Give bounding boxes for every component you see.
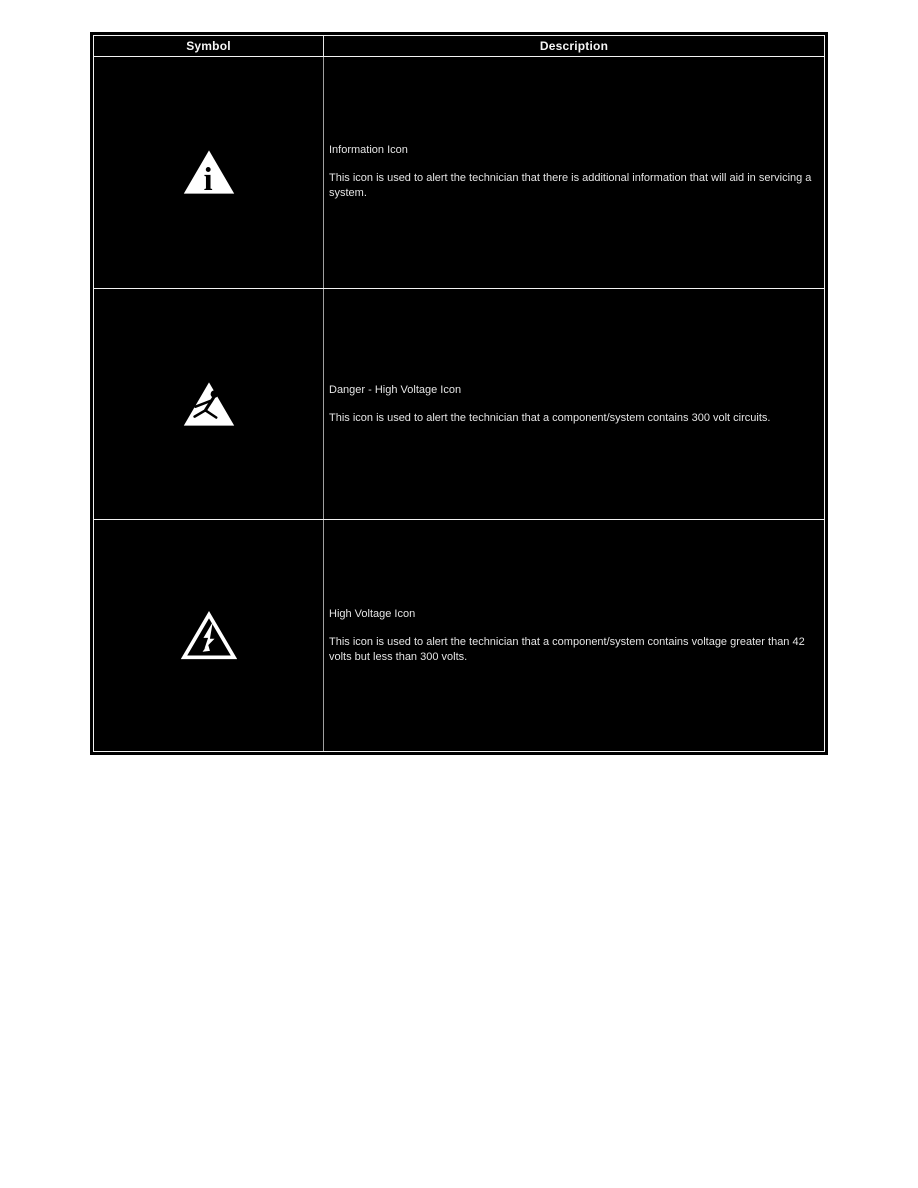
high-voltage-icon	[181, 611, 237, 661]
table-inner-border	[93, 35, 825, 752]
description-cell	[324, 289, 824, 520]
symbol-cell	[94, 289, 324, 520]
row-title: Information Icon	[329, 144, 408, 157]
description-column-header: Description	[539, 39, 609, 53]
row-title: Danger - High Voltage Icon	[329, 383, 462, 396]
row-title: High Voltage Icon	[329, 607, 416, 620]
row-body: This icon is used to alert the technician that a component/system contains voltage greater than 42 volts but less than 300 volts.	[329, 635, 805, 663]
symbol-column-header: Symbol	[94, 36, 324, 56]
danger-high-voltage-icon	[182, 380, 236, 428]
information-icon	[182, 148, 236, 196]
svg-text:i: i	[203, 162, 213, 197]
symbol-cell	[94, 57, 324, 288]
row-body: This icon is used to alert the technician that there is additional information that will aid in servicing a system.	[329, 172, 812, 200]
symbol-cell	[94, 520, 324, 751]
row-body: This icon is used to alert the technician that a component/system contains 300 volt circuits.	[329, 411, 771, 424]
table-row	[94, 57, 824, 289]
symbol-description-table	[90, 32, 828, 755]
description-cell	[324, 57, 824, 288]
description-cell	[324, 520, 824, 751]
table-row	[94, 289, 824, 521]
table-header-row	[94, 36, 824, 57]
table-row	[94, 520, 824, 751]
